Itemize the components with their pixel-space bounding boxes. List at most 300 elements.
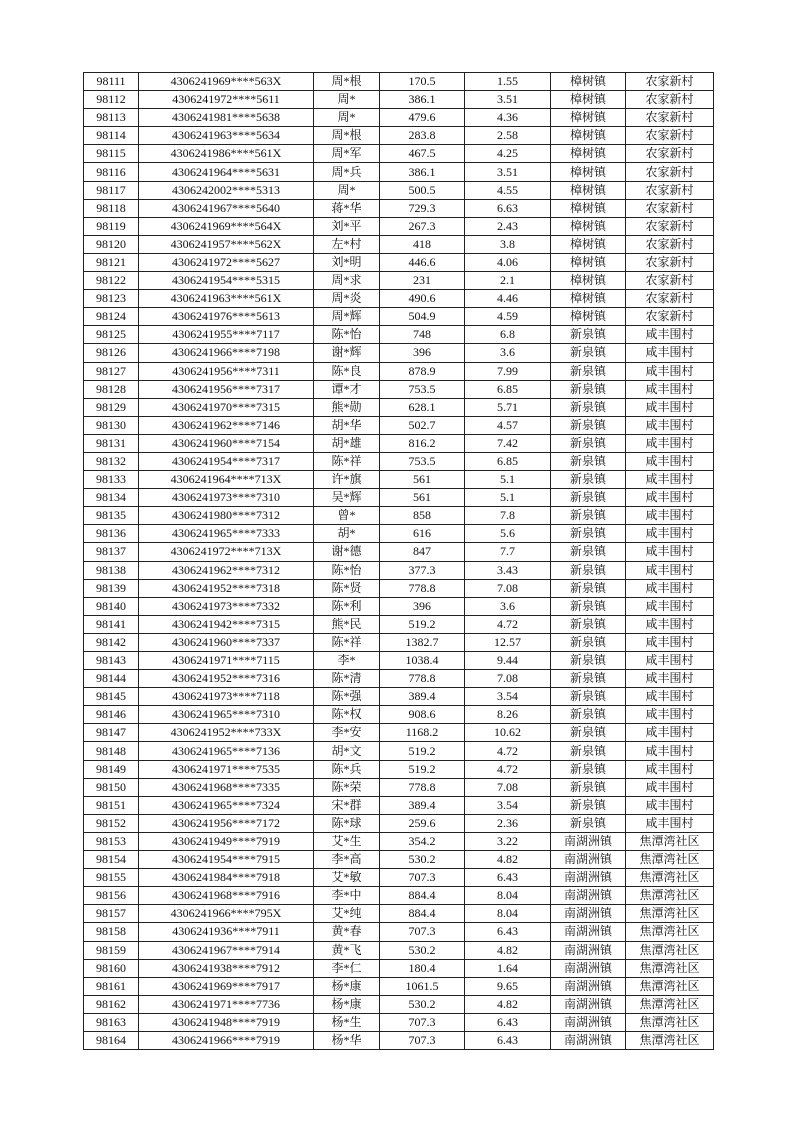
area-cell: 3.22 (465, 832, 551, 850)
town-cell: 新泉镇 (551, 742, 626, 760)
area-cell: 4.82 (465, 941, 551, 959)
area-cell: 4.57 (465, 416, 551, 434)
table-row (84, 145, 714, 163)
name-cell: 熊*民 (314, 615, 380, 633)
row-number-cell: 98126 (84, 344, 139, 362)
town-cell: 南湖洲镇 (551, 1031, 626, 1049)
id-number-cell: 4306242002****5313 (139, 181, 314, 199)
table-row (84, 362, 714, 380)
village-cell: 农家新村 (626, 308, 714, 326)
row-number-cell: 98164 (84, 1031, 139, 1049)
id-number-cell: 4306241973****7332 (139, 597, 314, 615)
town-cell: 新泉镇 (551, 452, 626, 470)
town-cell: 樟树镇 (551, 91, 626, 109)
village-cell: 农家新村 (626, 290, 714, 308)
town-cell: 樟树镇 (551, 217, 626, 235)
village-cell: 农家新村 (626, 253, 714, 271)
table-row (84, 832, 714, 850)
amount-cell: 707.3 (380, 923, 465, 941)
id-number-cell: 4306241954****7317 (139, 452, 314, 470)
name-cell: 刘*平 (314, 217, 380, 235)
row-number-cell: 98111 (84, 73, 139, 91)
name-cell: 周*求 (314, 272, 380, 290)
row-number-cell: 98127 (84, 362, 139, 380)
id-number-cell: 4306241954****5315 (139, 272, 314, 290)
table-row (84, 941, 714, 959)
id-number-cell: 4306241965****7310 (139, 706, 314, 724)
id-number-cell: 4306241971****7115 (139, 652, 314, 670)
amount-cell: 519.2 (380, 760, 465, 778)
id-number-cell: 4306241938****7912 (139, 959, 314, 977)
amount-cell: 858 (380, 507, 465, 525)
table-row (84, 380, 714, 398)
row-number-cell: 98157 (84, 905, 139, 923)
row-number-cell: 98115 (84, 145, 139, 163)
table-row (84, 814, 714, 832)
area-cell: 2.1 (465, 272, 551, 290)
row-number-cell: 98141 (84, 615, 139, 633)
name-cell: 杨*华 (314, 1031, 380, 1049)
village-cell: 咸丰围村 (626, 814, 714, 832)
village-cell: 农家新村 (626, 127, 714, 145)
id-number-cell: 4306241968****7335 (139, 778, 314, 796)
amount-cell: 500.5 (380, 181, 465, 199)
amount-cell: 502.7 (380, 416, 465, 434)
row-number-cell: 98161 (84, 977, 139, 995)
amount-cell: 259.6 (380, 814, 465, 832)
name-cell: 周*军 (314, 145, 380, 163)
id-number-cell: 4306241949****7919 (139, 832, 314, 850)
name-cell: 宋*群 (314, 796, 380, 814)
village-cell: 焦潭湾社区 (626, 887, 714, 905)
area-cell: 4.72 (465, 742, 551, 760)
village-cell: 咸丰围村 (626, 796, 714, 814)
amount-cell: 1038.4 (380, 652, 465, 670)
town-cell: 樟树镇 (551, 145, 626, 163)
town-cell: 南湖洲镇 (551, 923, 626, 941)
area-cell: 3.54 (465, 688, 551, 706)
id-number-cell: 4306241956****7317 (139, 380, 314, 398)
name-cell: 黄*飞 (314, 941, 380, 959)
town-cell: 新泉镇 (551, 543, 626, 561)
id-number-cell: 4306241966****7198 (139, 344, 314, 362)
name-cell: 周* (314, 91, 380, 109)
row-number-cell: 98123 (84, 290, 139, 308)
amount-cell: 386.1 (380, 163, 465, 181)
amount-cell: 561 (380, 471, 465, 489)
row-number-cell: 98145 (84, 688, 139, 706)
name-cell: 谢*德 (314, 543, 380, 561)
area-cell: 6.43 (465, 1031, 551, 1049)
id-number-cell: 4306241936****7911 (139, 923, 314, 941)
table-row (84, 597, 714, 615)
amount-cell: 707.3 (380, 869, 465, 887)
table-row (84, 688, 714, 706)
name-cell: 李*中 (314, 887, 380, 905)
table-row (84, 525, 714, 543)
name-cell: 陈*权 (314, 706, 380, 724)
table-row (84, 217, 714, 235)
name-cell: 陈*贤 (314, 579, 380, 597)
name-cell: 陈*祥 (314, 452, 380, 470)
village-cell: 咸丰围村 (626, 706, 714, 724)
village-cell: 咸丰围村 (626, 688, 714, 706)
area-cell: 3.6 (465, 344, 551, 362)
amount-cell: 504.9 (380, 308, 465, 326)
row-number-cell: 98124 (84, 308, 139, 326)
name-cell: 杨*康 (314, 995, 380, 1013)
row-number-cell: 98156 (84, 887, 139, 905)
table-row (84, 235, 714, 253)
amount-cell: 396 (380, 344, 465, 362)
row-number-cell: 98144 (84, 670, 139, 688)
id-number-cell: 4306241955****7117 (139, 326, 314, 344)
village-cell: 咸丰围村 (626, 742, 714, 760)
area-cell: 6.43 (465, 1013, 551, 1031)
village-cell: 咸丰围村 (626, 398, 714, 416)
village-cell: 农家新村 (626, 73, 714, 91)
town-cell: 樟树镇 (551, 109, 626, 127)
amount-cell: 748 (380, 326, 465, 344)
table-row (84, 452, 714, 470)
area-cell: 9.44 (465, 652, 551, 670)
village-cell: 咸丰围村 (626, 326, 714, 344)
area-cell: 4.72 (465, 615, 551, 633)
town-cell: 南湖洲镇 (551, 832, 626, 850)
table-row (84, 742, 714, 760)
row-number-cell: 98116 (84, 163, 139, 181)
town-cell: 新泉镇 (551, 688, 626, 706)
area-cell: 3.51 (465, 91, 551, 109)
amount-cell: 561 (380, 489, 465, 507)
village-cell: 咸丰围村 (626, 489, 714, 507)
id-number-cell: 4306241960****7337 (139, 633, 314, 651)
row-number-cell: 98140 (84, 597, 139, 615)
village-cell: 咸丰围村 (626, 597, 714, 615)
name-cell: 周*根 (314, 73, 380, 91)
id-number-cell: 4306241969****7917 (139, 977, 314, 995)
village-cell: 咸丰围村 (626, 543, 714, 561)
area-cell: 4.25 (465, 145, 551, 163)
row-number-cell: 98134 (84, 489, 139, 507)
id-number-cell: 4306241965****7333 (139, 525, 314, 543)
amount-cell: 778.8 (380, 670, 465, 688)
town-cell: 南湖洲镇 (551, 887, 626, 905)
area-cell: 6.43 (465, 923, 551, 941)
row-number-cell: 98113 (84, 109, 139, 127)
area-cell: 4.46 (465, 290, 551, 308)
amount-cell: 884.4 (380, 887, 465, 905)
row-number-cell: 98132 (84, 452, 139, 470)
amount-cell: 707.3 (380, 1013, 465, 1031)
village-cell: 咸丰围村 (626, 525, 714, 543)
village-cell: 咸丰围村 (626, 724, 714, 742)
name-cell: 许*旗 (314, 471, 380, 489)
id-number-cell: 4306241952****7318 (139, 579, 314, 597)
table-row (84, 73, 714, 91)
village-cell: 焦潭湾社区 (626, 977, 714, 995)
area-cell: 5.71 (465, 398, 551, 416)
town-cell: 新泉镇 (551, 814, 626, 832)
village-cell: 焦潭湾社区 (626, 923, 714, 941)
amount-cell: 231 (380, 272, 465, 290)
name-cell: 杨*康 (314, 977, 380, 995)
row-number-cell: 98150 (84, 778, 139, 796)
id-number-cell: 4306241966****7919 (139, 1031, 314, 1049)
amount-cell: 267.3 (380, 217, 465, 235)
town-cell: 樟树镇 (551, 127, 626, 145)
id-number-cell: 4306241967****5640 (139, 199, 314, 217)
row-number-cell: 98148 (84, 742, 139, 760)
table-row (84, 1013, 714, 1031)
town-cell: 樟树镇 (551, 290, 626, 308)
row-number-cell: 98128 (84, 380, 139, 398)
amount-cell: 389.4 (380, 796, 465, 814)
town-cell: 樟树镇 (551, 73, 626, 91)
id-number-cell: 4306241963****5634 (139, 127, 314, 145)
row-number-cell: 98152 (84, 814, 139, 832)
row-number-cell: 98154 (84, 851, 139, 869)
town-cell: 南湖洲镇 (551, 941, 626, 959)
village-cell: 咸丰围村 (626, 561, 714, 579)
table-row (84, 887, 714, 905)
area-cell: 3.6 (465, 597, 551, 615)
amount-cell: 1168.2 (380, 724, 465, 742)
amount-cell: 729.3 (380, 199, 465, 217)
name-cell: 黄*春 (314, 923, 380, 941)
town-cell: 樟树镇 (551, 235, 626, 253)
amount-cell: 530.2 (380, 941, 465, 959)
area-cell: 7.8 (465, 507, 551, 525)
row-number-cell: 98120 (84, 235, 139, 253)
id-number-cell: 4306241962****7312 (139, 561, 314, 579)
id-number-cell: 4306241984****7918 (139, 869, 314, 887)
area-cell: 4.36 (465, 109, 551, 127)
village-cell: 焦潭湾社区 (626, 905, 714, 923)
town-cell: 新泉镇 (551, 778, 626, 796)
id-number-cell: 4306241969****564X (139, 217, 314, 235)
name-cell: 曾* (314, 507, 380, 525)
town-cell: 新泉镇 (551, 344, 626, 362)
id-number-cell: 4306241954****7915 (139, 851, 314, 869)
id-number-cell: 4306241969****563X (139, 73, 314, 91)
name-cell: 陈*兵 (314, 760, 380, 778)
table-row (84, 561, 714, 579)
town-cell: 新泉镇 (551, 652, 626, 670)
area-cell: 3.43 (465, 561, 551, 579)
row-number-cell: 98130 (84, 416, 139, 434)
table-row (84, 670, 714, 688)
name-cell: 陈*利 (314, 597, 380, 615)
village-cell: 农家新村 (626, 199, 714, 217)
id-number-cell: 4306241972****5611 (139, 91, 314, 109)
area-cell: 6.43 (465, 869, 551, 887)
row-number-cell: 98138 (84, 561, 139, 579)
id-number-cell: 4306241965****7324 (139, 796, 314, 814)
row-number-cell: 98162 (84, 995, 139, 1013)
table-row (84, 995, 714, 1013)
village-cell: 农家新村 (626, 272, 714, 290)
area-cell: 5.1 (465, 489, 551, 507)
name-cell: 胡*雄 (314, 434, 380, 452)
id-number-cell: 4306241967****7914 (139, 941, 314, 959)
town-cell: 新泉镇 (551, 380, 626, 398)
village-cell: 咸丰围村 (626, 471, 714, 489)
village-cell: 咸丰围村 (626, 615, 714, 633)
amount-cell: 170.5 (380, 73, 465, 91)
table-row (84, 905, 714, 923)
table-row (84, 579, 714, 597)
name-cell: 陈*怡 (314, 561, 380, 579)
area-cell: 7.08 (465, 670, 551, 688)
amount-cell: 377.3 (380, 561, 465, 579)
name-cell: 陈*清 (314, 670, 380, 688)
table-row (84, 253, 714, 271)
area-cell: 6.63 (465, 199, 551, 217)
amount-cell: 778.8 (380, 579, 465, 597)
table-row (84, 290, 714, 308)
town-cell: 南湖洲镇 (551, 869, 626, 887)
table-row (84, 778, 714, 796)
area-cell: 4.82 (465, 995, 551, 1013)
area-cell: 6.85 (465, 380, 551, 398)
area-cell: 1.55 (465, 73, 551, 91)
town-cell: 南湖洲镇 (551, 977, 626, 995)
amount-cell: 386.1 (380, 91, 465, 109)
row-number-cell: 98143 (84, 652, 139, 670)
row-number-cell: 98117 (84, 181, 139, 199)
id-number-cell: 4306241942****7315 (139, 615, 314, 633)
table-row (84, 91, 714, 109)
town-cell: 樟树镇 (551, 181, 626, 199)
row-number-cell: 98153 (84, 832, 139, 850)
name-cell: 胡*文 (314, 742, 380, 760)
row-number-cell: 98121 (84, 253, 139, 271)
village-cell: 咸丰围村 (626, 362, 714, 380)
amount-cell: 908.6 (380, 706, 465, 724)
row-number-cell: 98139 (84, 579, 139, 597)
amount-cell: 707.3 (380, 1031, 465, 1049)
id-number-cell: 4306241960****7154 (139, 434, 314, 452)
table-row (84, 272, 714, 290)
name-cell: 胡* (314, 525, 380, 543)
village-cell: 农家新村 (626, 145, 714, 163)
town-cell: 新泉镇 (551, 597, 626, 615)
row-number-cell: 98142 (84, 633, 139, 651)
name-cell: 谭*才 (314, 380, 380, 398)
name-cell: 周*根 (314, 127, 380, 145)
town-cell: 南湖洲镇 (551, 995, 626, 1013)
area-cell: 1.64 (465, 959, 551, 977)
id-number-cell: 4306241981****5638 (139, 109, 314, 127)
row-number-cell: 98137 (84, 543, 139, 561)
amount-cell: 1382.7 (380, 633, 465, 651)
town-cell: 新泉镇 (551, 760, 626, 778)
amount-cell: 354.2 (380, 832, 465, 850)
village-cell: 咸丰围村 (626, 652, 714, 670)
area-cell: 7.99 (465, 362, 551, 380)
table-row (84, 109, 714, 127)
town-cell: 新泉镇 (551, 489, 626, 507)
id-number-cell: 4306241986****561X (139, 145, 314, 163)
area-cell: 5.1 (465, 471, 551, 489)
amount-cell: 616 (380, 525, 465, 543)
town-cell: 新泉镇 (551, 561, 626, 579)
town-cell: 樟树镇 (551, 163, 626, 181)
table-row (84, 977, 714, 995)
id-number-cell: 4306241956****7172 (139, 814, 314, 832)
amount-cell: 180.4 (380, 959, 465, 977)
name-cell: 李* (314, 652, 380, 670)
name-cell: 陈*祥 (314, 633, 380, 651)
area-cell: 3.51 (465, 163, 551, 181)
table-row (84, 869, 714, 887)
amount-cell: 467.5 (380, 145, 465, 163)
village-cell: 焦潭湾社区 (626, 832, 714, 850)
table-row (84, 163, 714, 181)
table-row (84, 181, 714, 199)
data-table (83, 72, 714, 1050)
id-number-cell: 4306241972****713X (139, 543, 314, 561)
table-row (84, 652, 714, 670)
id-number-cell: 4306241957****562X (139, 235, 314, 253)
name-cell: 周*兵 (314, 163, 380, 181)
id-number-cell: 4306241962****7146 (139, 416, 314, 434)
row-number-cell: 98112 (84, 91, 139, 109)
id-number-cell: 4306241976****5613 (139, 308, 314, 326)
name-cell: 陈*荣 (314, 778, 380, 796)
name-cell: 杨*生 (314, 1013, 380, 1031)
area-cell: 8.04 (465, 905, 551, 923)
amount-cell: 446.6 (380, 253, 465, 271)
area-cell: 8.26 (465, 706, 551, 724)
id-number-cell: 4306241970****7315 (139, 398, 314, 416)
amount-cell: 878.9 (380, 362, 465, 380)
village-cell: 农家新村 (626, 109, 714, 127)
area-cell: 9.65 (465, 977, 551, 995)
village-cell: 咸丰围村 (626, 380, 714, 398)
area-cell: 2.36 (465, 814, 551, 832)
village-cell: 咸丰围村 (626, 579, 714, 597)
table-row (84, 489, 714, 507)
village-cell: 焦潭湾社区 (626, 995, 714, 1013)
area-cell: 7.7 (465, 543, 551, 561)
village-cell: 焦潭湾社区 (626, 1013, 714, 1031)
row-number-cell: 98114 (84, 127, 139, 145)
amount-cell: 530.2 (380, 851, 465, 869)
name-cell: 吴*辉 (314, 489, 380, 507)
id-number-cell: 4306241968****7916 (139, 887, 314, 905)
town-cell: 新泉镇 (551, 670, 626, 688)
area-cell: 6.85 (465, 452, 551, 470)
village-cell: 农家新村 (626, 235, 714, 253)
town-cell: 新泉镇 (551, 724, 626, 742)
amount-cell: 753.5 (380, 452, 465, 470)
town-cell: 樟树镇 (551, 253, 626, 271)
town-cell: 新泉镇 (551, 434, 626, 452)
table-row (84, 507, 714, 525)
table-row (84, 923, 714, 941)
village-cell: 农家新村 (626, 181, 714, 199)
name-cell: 李*安 (314, 724, 380, 742)
town-cell: 新泉镇 (551, 416, 626, 434)
amount-cell: 418 (380, 235, 465, 253)
area-cell: 3.54 (465, 796, 551, 814)
name-cell: 周*辉 (314, 308, 380, 326)
village-cell: 咸丰围村 (626, 452, 714, 470)
row-number-cell: 98146 (84, 706, 139, 724)
town-cell: 新泉镇 (551, 525, 626, 543)
